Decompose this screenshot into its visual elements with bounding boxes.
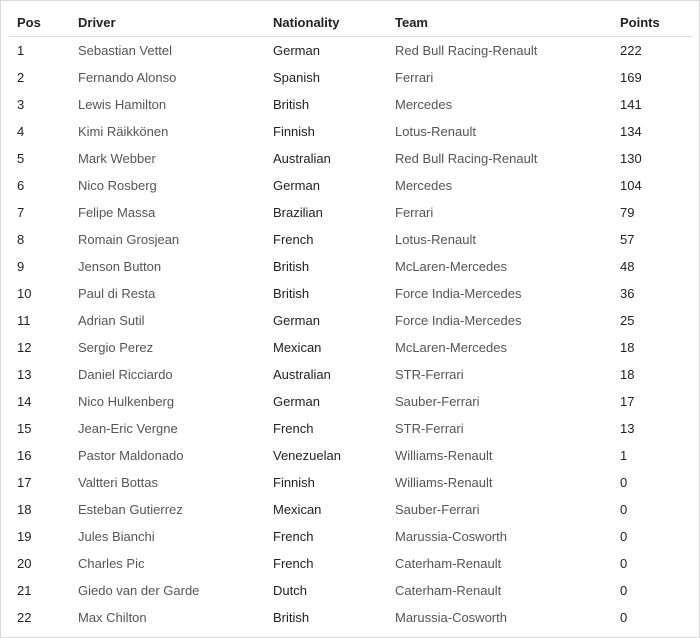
cell-nationality: Australian xyxy=(273,151,331,166)
cell-points: 17 xyxy=(620,394,635,409)
table-row xyxy=(9,64,693,91)
cell-nationality: German xyxy=(273,313,320,328)
table-row xyxy=(9,226,693,253)
cell-pos: 12 xyxy=(17,340,32,355)
cell-nationality: British xyxy=(273,97,310,112)
cell-nationality: Finnish xyxy=(273,124,315,139)
cell-team: Red Bull Racing-Renault xyxy=(395,43,538,58)
cell-driver: Sebastian Vettel xyxy=(78,43,172,58)
cell-team: Marussia-Cosworth xyxy=(395,529,507,544)
cell-team: Sauber-Ferrari xyxy=(395,394,480,409)
cell-pos: 18 xyxy=(17,502,32,517)
cell-points: 13 xyxy=(620,421,635,436)
table-row xyxy=(9,523,693,550)
cell-team: McLaren-Mercedes xyxy=(395,259,507,274)
table-row xyxy=(9,253,693,280)
table-row xyxy=(9,37,693,65)
cell-driver: Kimi Räikkönen xyxy=(78,124,169,139)
table-row xyxy=(9,145,693,172)
cell-pos: 7 xyxy=(17,205,25,220)
cell-driver: Giedo van der Garde xyxy=(78,583,200,598)
table-row xyxy=(9,118,693,145)
cell-pos: 3 xyxy=(17,97,25,112)
table-row xyxy=(9,199,693,226)
table-row xyxy=(9,496,693,523)
cell-pos: 2 xyxy=(17,70,25,85)
cell-driver: Felipe Massa xyxy=(78,205,156,220)
cell-driver: Adrian Sutil xyxy=(78,313,145,328)
cell-nationality: British xyxy=(273,286,310,301)
cell-team: Ferrari xyxy=(395,70,434,85)
cell-team: Sauber-Ferrari xyxy=(395,502,480,517)
column-header-points: Points xyxy=(612,9,693,37)
cell-nationality: Brazilian xyxy=(273,205,323,220)
cell-pos: 4 xyxy=(17,124,25,139)
table-row xyxy=(9,604,693,631)
cell-points: 141 xyxy=(620,97,642,112)
cell-team: Ferrari xyxy=(395,205,434,220)
cell-points: 18 xyxy=(620,340,635,355)
driver-standings-table xyxy=(9,9,693,631)
cell-driver: Romain Grosjean xyxy=(78,232,180,247)
cell-points: 0 xyxy=(620,556,628,571)
cell-points: 134 xyxy=(620,124,642,139)
cell-team: Red Bull Racing-Renault xyxy=(395,151,538,166)
cell-points: 130 xyxy=(620,151,642,166)
cell-nationality: German xyxy=(273,43,320,58)
cell-nationality: Australian xyxy=(273,367,331,382)
table-header-row xyxy=(9,9,693,37)
cell-nationality: French xyxy=(273,232,314,247)
cell-driver: Charles Pic xyxy=(78,556,145,571)
cell-pos: 14 xyxy=(17,394,32,409)
cell-driver: Jules Bianchi xyxy=(78,529,155,544)
cell-pos: 17 xyxy=(17,475,32,490)
column-header-team: Team xyxy=(387,9,612,37)
cell-pos: 13 xyxy=(17,367,32,382)
table-row xyxy=(9,91,693,118)
cell-nationality: French xyxy=(273,556,314,571)
cell-points: 0 xyxy=(620,475,628,490)
cell-driver: Jenson Button xyxy=(78,259,162,274)
table-row xyxy=(9,280,693,307)
cell-points: 222 xyxy=(620,43,642,58)
cell-driver: Daniel Ricciardo xyxy=(78,367,173,382)
cell-nationality: Finnish xyxy=(273,475,315,490)
cell-pos: 8 xyxy=(17,232,25,247)
table-row xyxy=(9,469,693,496)
cell-nationality: British xyxy=(273,259,310,274)
table-row xyxy=(9,307,693,334)
cell-points: 104 xyxy=(620,178,642,193)
cell-pos: 6 xyxy=(17,178,25,193)
cell-team: Caterham-Renault xyxy=(395,583,502,598)
cell-driver: Max Chilton xyxy=(78,610,147,625)
cell-driver: Nico Hulkenberg xyxy=(78,394,175,409)
cell-pos: 15 xyxy=(17,421,32,436)
cell-team: Mercedes xyxy=(395,97,453,112)
cell-points: 0 xyxy=(620,610,628,625)
cell-team: Marussia-Cosworth xyxy=(395,610,507,625)
cell-driver: Jean-Eric Vergne xyxy=(78,421,178,436)
cell-nationality: Venezuelan xyxy=(273,448,341,463)
cell-driver: Valtteri Bottas xyxy=(78,475,158,490)
cell-pos: 9 xyxy=(17,259,25,274)
cell-driver: Fernando Alonso xyxy=(78,70,177,85)
cell-pos: 19 xyxy=(17,529,32,544)
cell-pos: 22 xyxy=(17,610,32,625)
cell-team: Caterham-Renault xyxy=(395,556,502,571)
cell-points: 18 xyxy=(620,367,635,382)
cell-points: 1 xyxy=(620,448,628,463)
cell-points: 0 xyxy=(620,583,628,598)
column-header-nationality: Nationality xyxy=(265,9,387,37)
cell-nationality: Spanish xyxy=(273,70,320,85)
cell-team: Mercedes xyxy=(395,178,453,193)
cell-nationality: French xyxy=(273,529,314,544)
cell-team: McLaren-Mercedes xyxy=(395,340,507,355)
cell-team: Williams-Renault xyxy=(395,475,493,490)
cell-pos: 11 xyxy=(17,313,31,328)
cell-driver: Esteban Gutierrez xyxy=(78,502,183,517)
cell-nationality: German xyxy=(273,178,320,193)
cell-pos: 20 xyxy=(17,556,32,571)
cell-driver: Pastor Maldonado xyxy=(78,448,184,463)
table-row xyxy=(9,388,693,415)
cell-pos: 10 xyxy=(17,286,32,301)
cell-points: 57 xyxy=(620,232,635,247)
table-row xyxy=(9,415,693,442)
cell-pos: 5 xyxy=(17,151,25,166)
cell-driver: Mark Webber xyxy=(78,151,156,166)
cell-points: 79 xyxy=(620,205,635,220)
cell-points: 48 xyxy=(620,259,635,274)
cell-nationality: Mexican xyxy=(273,340,322,355)
cell-nationality: French xyxy=(273,421,314,436)
cell-team: Lotus-Renault xyxy=(395,232,476,247)
cell-team: Force India-Mercedes xyxy=(395,286,522,301)
cell-nationality: Dutch xyxy=(273,583,307,598)
cell-points: 169 xyxy=(620,70,642,85)
cell-pos: 21 xyxy=(17,583,32,598)
table-row xyxy=(9,442,693,469)
cell-driver: Nico Rosberg xyxy=(78,178,157,193)
cell-points: 0 xyxy=(620,502,628,517)
cell-pos: 1 xyxy=(17,43,25,58)
table-row xyxy=(9,172,693,199)
table-row xyxy=(9,334,693,361)
cell-team: Williams-Renault xyxy=(395,448,493,463)
cell-points: 0 xyxy=(620,529,628,544)
cell-team: Force India-Mercedes xyxy=(395,313,522,328)
table-row xyxy=(9,550,693,577)
cell-team: STR-Ferrari xyxy=(395,367,464,382)
table-row xyxy=(9,577,693,604)
column-header-driver: Driver xyxy=(70,9,265,37)
cell-team: STR-Ferrari xyxy=(395,421,464,436)
cell-driver: Sergio Perez xyxy=(78,340,154,355)
cell-team: Lotus-Renault xyxy=(395,124,476,139)
cell-points: 25 xyxy=(620,313,635,328)
cell-nationality: British xyxy=(273,610,310,625)
cell-driver: Lewis Hamilton xyxy=(78,97,167,112)
cell-pos: 16 xyxy=(17,448,32,463)
table-body xyxy=(9,37,693,632)
column-header-pos: Pos xyxy=(9,9,70,37)
table-row xyxy=(9,361,693,388)
cell-nationality: German xyxy=(273,394,320,409)
cell-nationality: Mexican xyxy=(273,502,322,517)
cell-points: 36 xyxy=(620,286,635,301)
cell-driver: Paul di Resta xyxy=(78,286,156,301)
